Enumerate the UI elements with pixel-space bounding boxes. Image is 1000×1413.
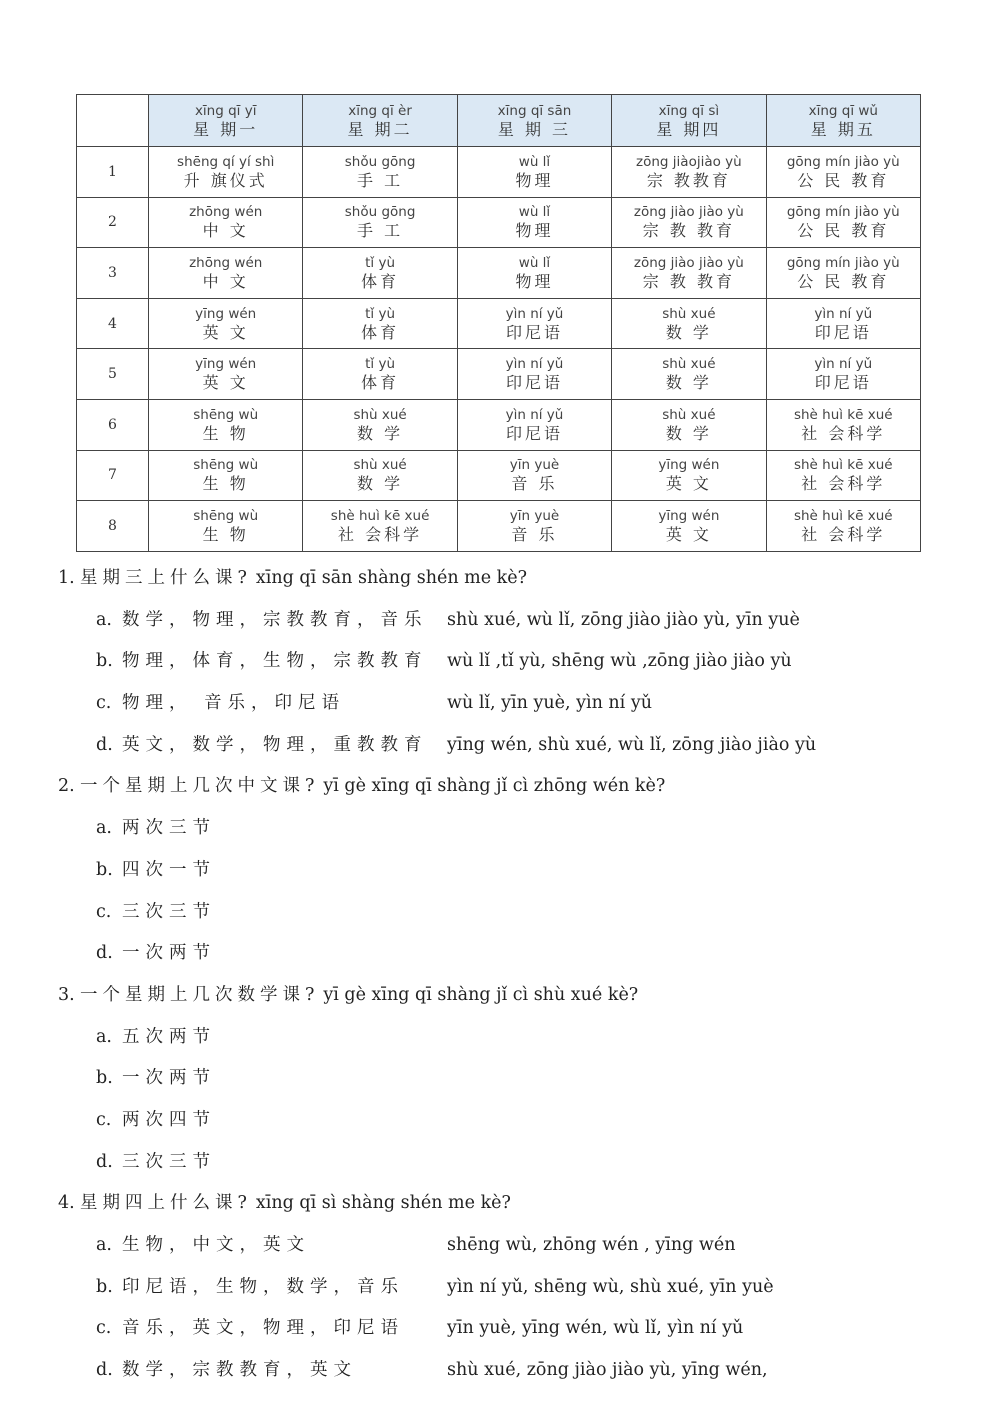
day-pinyin: xīng qī yī [194,102,257,119]
option-chinese: 一次两节 [122,1068,216,1089]
class-cell [612,399,766,450]
header-row [77,95,921,147]
class-cell [766,349,920,400]
class-hanzi: 印尼语 [814,322,872,342]
class-hanzi: 英 文 [202,373,249,393]
option-letter: c. [96,901,112,922]
day-pinyin: xīng qī wǔ [808,102,878,119]
option-chinese: 数学，物理，宗教教育，音乐 [122,609,428,630]
option-pinyin: wù lǐ, yīn yuè, yìn ní yǔ [447,693,652,714]
class-cell [303,298,457,349]
class-pinyin: yīng wén [195,305,257,322]
period-number: 2 [77,197,149,248]
class-hanzi: 社 会科学 [801,474,886,494]
option-chinese: 一次两节 [122,943,216,964]
class-cell [149,248,303,299]
class-hanzi: 宗 教教育 [646,170,731,190]
day-hanzi: 星 期一 [193,119,259,139]
period-number: 6 [77,399,149,450]
class-cell [766,197,920,248]
answer-option[interactable] [58,1104,958,1146]
class-pinyin: zōng jiàojiào yù [636,153,742,170]
option-letter: a. [96,609,112,630]
period-row [77,197,921,248]
class-pinyin: yìn ní yǔ [505,356,564,373]
option-chinese: 三次三节 [122,901,216,922]
answer-option[interactable] [58,1146,958,1188]
question-number: 2. [58,776,75,797]
class-cell [612,248,766,299]
answer-option[interactable] [58,1312,958,1354]
option-chinese: 物理，体育，生物，宗教教育 [122,651,428,672]
option-chinese: 物理， 音乐，印尼语 [122,693,346,714]
class-pinyin: zhōng wén [189,204,263,221]
question-list [58,562,958,1396]
class-pinyin: shù xué [662,406,716,423]
class-cell [766,399,920,450]
day-hanzi: 星 期四 [656,119,722,139]
day-pinyin: xīng qī sì [658,102,720,119]
option-chinese: 数学，宗教教育，英文 [122,1360,357,1381]
class-cell [766,298,920,349]
class-cell [612,197,766,248]
answer-option[interactable] [58,645,958,687]
class-hanzi: 公 民 教育 [797,221,890,241]
answer-option[interactable] [58,937,958,979]
class-cell [766,147,920,198]
class-pinyin: shè huì kē xué [793,507,893,524]
schedule-body [77,147,921,552]
option-letter: a. [96,1235,112,1255]
class-cell [766,248,920,299]
period-row [77,248,921,299]
option-pinyin: yìn ní yǔ, shēng wù, shù xué, yīn yuè [447,1276,774,1297]
option-pinyin: yīng wén, shù xué, wù lǐ, zōng jiào jiào yù [447,734,817,755]
period-row [77,501,921,552]
class-pinyin: shēng wù [193,406,259,423]
class-hanzi: 公 民 教育 [797,170,890,190]
day-hanzi: 星 期二 [347,119,413,139]
day-header [149,95,303,147]
class-hanzi: 印尼语 [814,373,872,393]
class-hanzi: 中 文 [202,271,249,291]
question-text: 星期三上什么课? [80,568,252,588]
class-pinyin: yīng wén [658,457,720,474]
class-hanzi: 物理 [515,170,554,190]
class-hanzi: 音 乐 [511,474,558,494]
question-number: 3. [58,984,75,1005]
question [58,770,958,978]
option-letter: b. [96,651,113,672]
day-header [303,95,457,147]
class-hanzi: 数 学 [357,423,404,443]
question-line [58,979,958,1021]
class-hanzi: 社 会科学 [801,524,886,544]
class-pinyin: gōng mín jiào yù [786,204,900,221]
option-chinese: 三次三节 [122,1151,216,1172]
class-cell [303,248,457,299]
period-row [77,349,921,400]
class-hanzi: 体育 [361,271,400,291]
class-pinyin: shǒu gōng [344,153,416,170]
class-pinyin: yìn ní yǔ [505,305,564,322]
option-letter: a. [96,1026,112,1047]
option-chinese: 四次一节 [122,859,216,880]
answer-option[interactable] [58,1229,958,1271]
period-number: 4 [77,298,149,349]
day-header [612,95,766,147]
day-hanzi: 星 期 三 [497,119,572,139]
period-number: 8 [77,501,149,552]
class-pinyin: shè huì kē xué [793,406,893,423]
class-pinyin: shù xué [662,305,716,322]
option-letter: d. [96,1360,113,1381]
class-hanzi: 数 学 [665,322,712,342]
class-pinyin: tǐ yù [365,254,396,271]
class-pinyin: shǒu gōng [344,204,416,221]
question-line [58,1187,958,1229]
class-pinyin: zhōng wén [189,254,263,271]
option-chinese: 印尼语，生物，数学，音乐 [122,1276,404,1297]
class-cell [457,399,611,450]
answer-option[interactable] [58,729,958,771]
class-cell [303,147,457,198]
class-cell [612,349,766,400]
question-pinyin: yī gè xīng qī shàng jǐ cì zhōng wén kè? [323,776,666,797]
day-header [457,95,611,147]
class-pinyin: yīng wén [195,356,257,373]
class-cell [457,248,611,299]
class-cell [457,147,611,198]
period-row [77,399,921,450]
answer-option[interactable] [58,1062,958,1104]
class-pinyin: shēng qí yí shì [177,153,275,170]
option-chinese: 音乐，英文，物理，印尼语 [122,1318,404,1339]
class-cell [303,399,457,450]
class-hanzi: 英 文 [202,322,249,342]
class-cell [149,450,303,501]
class-pinyin: yīng wén [658,507,720,524]
class-hanzi: 生 物 [202,474,249,494]
answer-option[interactable] [58,687,958,729]
class-hanzi: 印尼语 [505,322,563,342]
question-line [58,562,958,604]
class-pinyin: yìn ní yǔ [814,305,873,322]
answer-option[interactable] [58,812,958,854]
option-letter: c. [96,693,112,714]
option-letter: d. [96,943,113,964]
class-cell [612,298,766,349]
question-text: 星期四上什么课? [80,1193,252,1214]
class-hanzi: 体育 [361,322,400,342]
class-pinyin: shù xué [353,457,407,474]
class-pinyin: shù xué [353,406,407,423]
option-letter: c. [96,1109,112,1130]
period-number: 5 [77,349,149,400]
option-letter: c. [96,1318,112,1339]
class-cell [149,298,303,349]
option-letter: b. [96,1276,113,1297]
option-pinyin: shù xué, zōng jiào jiào yù, yīng wén, [447,1360,768,1381]
answer-option[interactable] [58,854,958,896]
answer-option[interactable] [58,1271,958,1313]
class-hanzi: 英 文 [665,524,712,544]
class-cell [457,298,611,349]
option-chinese: 生物，中文，英文 [122,1235,310,1255]
class-hanzi: 印尼语 [505,423,563,443]
class-hanzi: 数 学 [665,373,712,393]
class-hanzi: 生 物 [202,524,249,544]
option-chinese: 两次三节 [122,818,216,839]
class-hanzi: 宗 教 教育 [642,271,735,291]
option-chinese: 两次四节 [122,1109,216,1130]
class-pinyin: gōng mín jiào yù [786,153,900,170]
class-hanzi: 生 物 [202,423,249,443]
class-hanzi: 数 学 [665,423,712,443]
question [58,562,958,770]
class-hanzi: 物理 [515,271,554,291]
question-number: 4. [58,1193,75,1214]
corner-cell [77,95,149,147]
class-hanzi: 中 文 [202,221,249,241]
question-text: 一个星期上几次中文课? [80,776,320,797]
class-pinyin: shè huì kē xué [330,507,430,524]
class-pinyin: tǐ yù [365,356,396,373]
answer-option[interactable] [58,896,958,938]
class-cell [149,147,303,198]
question-line [58,770,958,812]
class-cell [612,501,766,552]
class-pinyin: shēng wù [193,457,259,474]
day-pinyin: xīng qī èr [348,102,412,119]
class-pinyin: yīn yuè [509,457,560,474]
class-hanzi: 物理 [515,221,554,241]
question [58,1187,958,1395]
answer-option[interactable] [58,1021,958,1063]
class-cell [612,450,766,501]
option-letter: d. [96,1151,113,1172]
period-row [77,147,921,198]
class-pinyin: wù lǐ [518,153,551,170]
option-letter: d. [96,734,113,755]
period-number: 7 [77,450,149,501]
class-pinyin: yìn ní yǔ [505,406,564,423]
class-pinyin: shè huì kē xué [793,457,893,474]
class-hanzi: 数 学 [357,474,404,494]
class-pinyin: wù lǐ [518,204,551,221]
class-cell [303,450,457,501]
period-row [77,450,921,501]
day-header [766,95,920,147]
question-pinyin: xīng qī sān shàng shén me kè? [255,568,528,588]
class-cell [766,450,920,501]
class-cell [149,349,303,400]
period-number: 1 [77,147,149,198]
class-hanzi: 社 会科学 [338,524,423,544]
class-cell [149,197,303,248]
class-hanzi: 体育 [361,373,400,393]
question-pinyin: xīng qī sì shàng shén me kè? [255,1193,511,1214]
option-pinyin: yīn yuè, yīng wén, wù lǐ, yìn ní yǔ [447,1318,744,1339]
option-pinyin: shēng wù, zhōng wén , yīng wén [447,1235,736,1255]
class-hanzi: 公 民 教育 [797,271,890,291]
answer-option[interactable] [58,1354,958,1396]
option-pinyin: shù xué, wù lǐ, zōng jiào jiào yù, yīn yuè [447,609,800,630]
class-pinyin: shēng wù [193,507,259,524]
class-pinyin: zōng jiào jiào yù [633,254,744,271]
class-cell [457,501,611,552]
class-cell [766,501,920,552]
period-number: 3 [77,248,149,299]
option-letter: b. [96,1068,113,1089]
class-hanzi: 手 工 [357,170,404,190]
class-hanzi: 音 乐 [511,524,558,544]
class-pinyin: wù lǐ [518,254,551,271]
question-pinyin: yī gè xīng qī shàng jǐ cì shù xué kè? [323,984,639,1005]
class-cell [303,197,457,248]
class-pinyin: tǐ yù [365,305,396,322]
class-cell [457,450,611,501]
option-chinese: 五次两节 [122,1026,216,1047]
class-hanzi: 社 会科学 [801,423,886,443]
option-chinese: 英文，数学，物理，重教教育 [122,734,428,755]
option-letter: b. [96,859,113,880]
option-letter: a. [96,818,112,839]
class-cell [457,197,611,248]
question [58,979,958,1187]
class-pinyin: gōng mín jiào yù [786,254,900,271]
class-pinyin: shù xué [662,356,716,373]
question-number: 1. [58,568,75,588]
question-text: 一个星期上几次数学课? [80,984,320,1005]
class-pinyin: yìn ní yǔ [814,356,873,373]
class-cell [149,399,303,450]
day-hanzi: 星 期五 [810,119,876,139]
class-cell [612,147,766,198]
class-pinyin: zōng jiào jiào yù [633,204,744,221]
class-cell [303,349,457,400]
class-hanzi: 宗 教 教育 [642,221,735,241]
class-pinyin: yīn yuè [509,507,560,524]
class-cell [457,349,611,400]
day-pinyin: xīng qī sān [497,102,572,119]
class-cell [149,501,303,552]
period-row [77,298,921,349]
class-hanzi: 印尼语 [505,373,563,393]
schedule-table [76,94,921,552]
class-hanzi: 手 工 [357,221,404,241]
option-pinyin: wù lǐ ,tǐ yù, shēng wù ,zōng jiào jiào yù [447,651,792,672]
class-hanzi: 升 旗仪式 [183,170,268,190]
answer-option[interactable] [58,604,958,646]
class-hanzi: 英 文 [665,474,712,494]
class-cell [303,501,457,552]
